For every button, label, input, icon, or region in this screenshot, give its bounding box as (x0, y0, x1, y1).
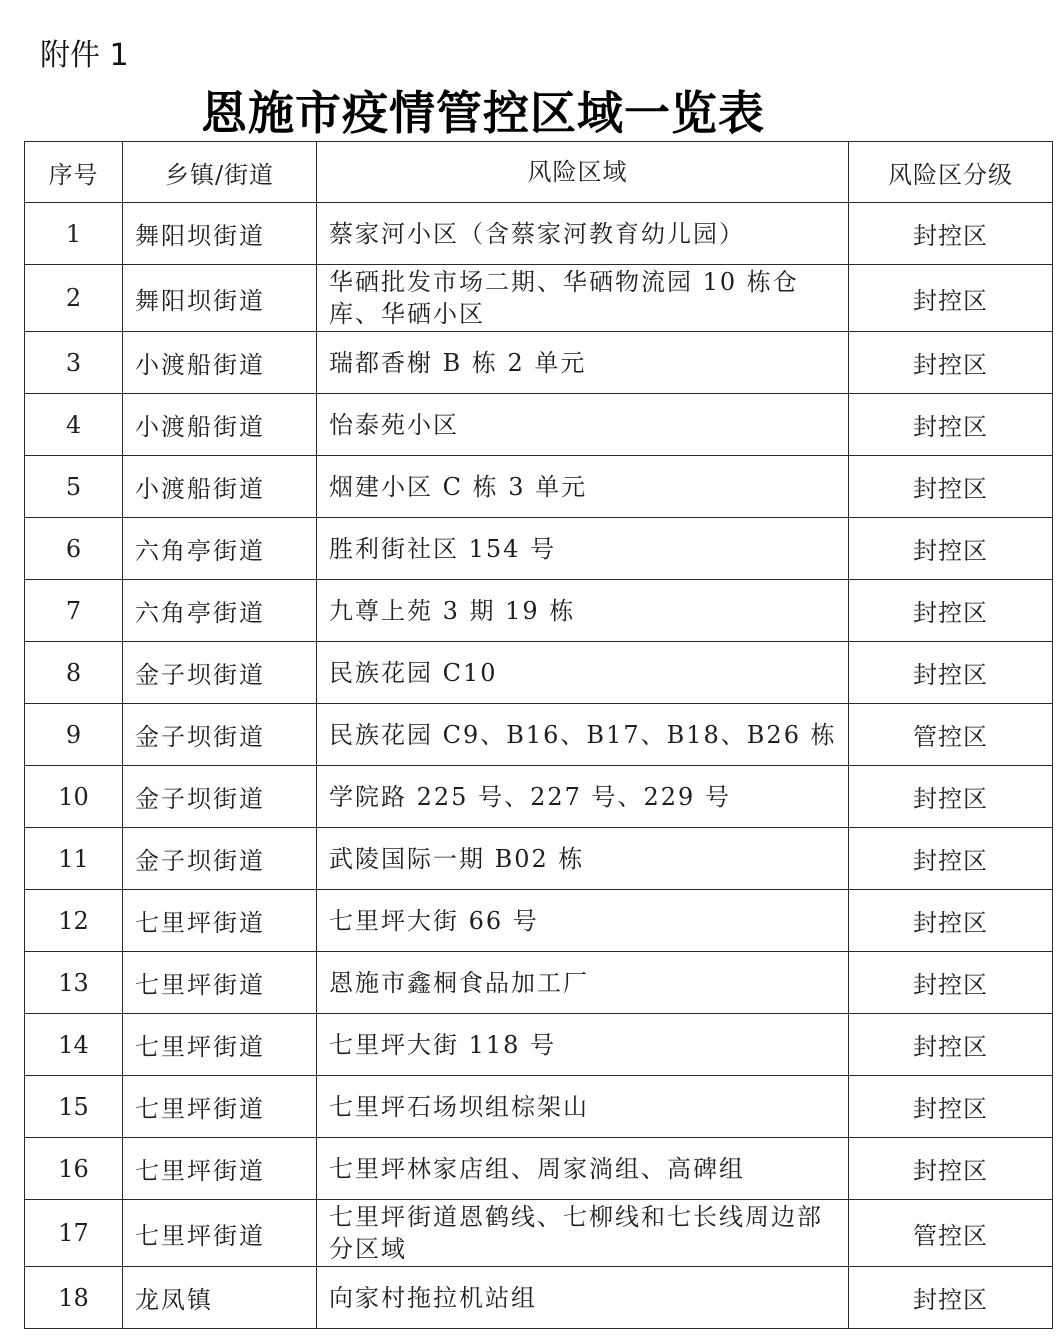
table-row (25, 952, 1053, 1014)
table-row (25, 642, 1053, 704)
header-town: 乡镇/街道 (123, 142, 317, 203)
cell-no: 15 (25, 1076, 123, 1138)
cell-level: 封控区 (849, 332, 1053, 394)
cell-town: 小渡船街道 (123, 332, 317, 394)
table-row (25, 265, 1053, 332)
cell-level: 封控区 (849, 456, 1053, 518)
cell-no: 11 (25, 828, 123, 890)
cell-town: 舞阳坝街道 (123, 203, 317, 265)
cell-no: 1 (25, 203, 123, 265)
cell-no: 4 (25, 394, 123, 456)
cell-town: 六角亭街道 (123, 580, 317, 642)
table-row (25, 890, 1053, 952)
table-row (25, 1267, 1053, 1329)
cell-area: 胜利街社区 154 号 (317, 518, 849, 580)
cell-area: 七里坪大街 118 号 (317, 1014, 849, 1076)
cell-town: 七里坪街道 (123, 1014, 317, 1076)
cell-area: 民族花园 C9、B16、B17、B18、B26 栋 (317, 704, 849, 766)
cell-no: 18 (25, 1267, 123, 1329)
cell-no: 14 (25, 1014, 123, 1076)
cell-town: 七里坪街道 (123, 1076, 317, 1138)
cell-level: 封控区 (849, 518, 1053, 580)
cell-no: 17 (25, 1200, 123, 1267)
cell-no: 7 (25, 580, 123, 642)
table-row (25, 828, 1053, 890)
cell-level: 封控区 (849, 580, 1053, 642)
cell-no: 8 (25, 642, 123, 704)
header-area: 风险区域 (317, 142, 849, 203)
cell-level: 封控区 (849, 828, 1053, 890)
table-row (25, 203, 1053, 265)
table-row (25, 518, 1053, 580)
cell-level: 封控区 (849, 1014, 1053, 1076)
cell-level: 封控区 (849, 1267, 1053, 1329)
cell-town: 七里坪街道 (123, 952, 317, 1014)
cell-town: 龙凤镇 (123, 1267, 317, 1329)
cell-town: 金子坝街道 (123, 704, 317, 766)
cell-level: 封控区 (849, 952, 1053, 1014)
cell-no: 3 (25, 332, 123, 394)
header-level: 风险区分级 (849, 142, 1053, 203)
table-row (25, 704, 1053, 766)
cell-no: 13 (25, 952, 123, 1014)
cell-level: 封控区 (849, 265, 1053, 332)
cell-area: 蔡家河小区（含蔡家河教育幼儿园） (317, 203, 849, 265)
table-body (25, 203, 1053, 1329)
cell-area: 七里坪大街 66 号 (317, 890, 849, 952)
cell-area: 九尊上苑 3 期 19 栋 (317, 580, 849, 642)
cell-no: 12 (25, 890, 123, 952)
cell-no: 5 (25, 456, 123, 518)
attachment-label: 附件 1 (40, 38, 129, 73)
cell-no: 10 (25, 766, 123, 828)
cell-area: 七里坪石场坝组棕架山 (317, 1076, 849, 1138)
cell-level: 封控区 (849, 766, 1053, 828)
cell-town: 金子坝街道 (123, 828, 317, 890)
cell-town: 七里坪街道 (123, 1138, 317, 1200)
cell-area: 怡泰苑小区 (317, 394, 849, 456)
cell-town: 舞阳坝街道 (123, 265, 317, 332)
cell-no: 6 (25, 518, 123, 580)
cell-area: 学院路 225 号、227 号、229 号 (317, 766, 849, 828)
cell-area: 七里坪林家店组、周家淌组、高碑组 (317, 1138, 849, 1200)
cell-no: 9 (25, 704, 123, 766)
cell-no: 2 (25, 265, 123, 332)
cell-level: 封控区 (849, 890, 1053, 952)
cell-town: 七里坪街道 (123, 1200, 317, 1267)
cell-level: 封控区 (849, 642, 1053, 704)
cell-town: 小渡船街道 (123, 394, 317, 456)
table-row (25, 1200, 1053, 1267)
cell-area: 武陵国际一期 B02 栋 (317, 828, 849, 890)
table-row (25, 456, 1053, 518)
cell-level: 封控区 (849, 394, 1053, 456)
table-row (25, 580, 1053, 642)
cell-town: 金子坝街道 (123, 642, 317, 704)
cell-town: 小渡船街道 (123, 456, 317, 518)
risk-region-table (24, 141, 1053, 1329)
table-row (25, 1138, 1053, 1200)
cell-area: 七里坪街道恩鹤线、七柳线和七长线周边部分区域 (317, 1200, 849, 1267)
cell-area: 民族花园 C10 (317, 642, 849, 704)
cell-area: 恩施市鑫桐食品加工厂 (317, 952, 849, 1014)
cell-no: 16 (25, 1138, 123, 1200)
table-row (25, 394, 1053, 456)
cell-area: 向家村拖拉机站组 (317, 1267, 849, 1329)
table-row (25, 1076, 1053, 1138)
cell-area: 华硒批发市场二期、华硒物流园 10 栋仓库、华硒小区 (317, 265, 849, 332)
cell-area: 烟建小区 C 栋 3 单元 (317, 456, 849, 518)
table-header-row (25, 142, 1053, 203)
cell-town: 六角亭街道 (123, 518, 317, 580)
header-no: 序号 (25, 142, 123, 203)
cell-town: 金子坝街道 (123, 766, 317, 828)
page-title: 恩施市疫情管控区域一览表 (201, 86, 765, 140)
table-row (25, 332, 1053, 394)
table-row (25, 1014, 1053, 1076)
cell-town: 七里坪街道 (123, 890, 317, 952)
cell-level: 封控区 (849, 203, 1053, 265)
table-row (25, 766, 1053, 828)
cell-level: 管控区 (849, 704, 1053, 766)
cell-level: 管控区 (849, 1200, 1053, 1267)
cell-level: 封控区 (849, 1138, 1053, 1200)
cell-area: 瑞都香榭 B 栋 2 单元 (317, 332, 849, 394)
cell-level: 封控区 (849, 1076, 1053, 1138)
